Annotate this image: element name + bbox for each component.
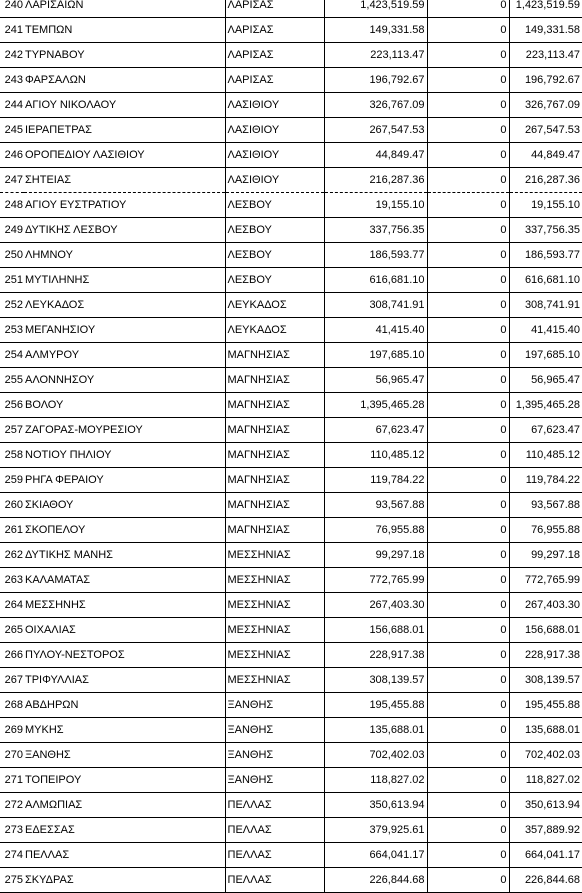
row-number-cell[interactable]: 273 (0, 818, 24, 843)
deduction-cell[interactable]: 0 (427, 193, 509, 218)
row-number-cell[interactable]: 240 (0, 0, 24, 18)
table-row (0, 343, 582, 368)
deduction-cell[interactable]: 0 (427, 168, 509, 193)
prefecture-cell[interactable]: ΛΕΥΚΑΔΟΣ (225, 318, 324, 343)
row-number-cell[interactable]: 247 (0, 168, 24, 193)
row-number-cell[interactable]: 256 (0, 393, 24, 418)
total-cell[interactable]: 702,402.03 (509, 743, 582, 768)
amount-cell[interactable]: 76,955.88 (324, 518, 427, 543)
municipality-cell[interactable]: ΤΕΜΠΩΝ (24, 18, 225, 43)
row-number-cell[interactable]: 243 (0, 68, 24, 93)
total-cell[interactable]: 76,955.88 (509, 518, 582, 543)
deduction-cell[interactable]: 0 (427, 343, 509, 368)
table-row (0, 118, 582, 143)
total-cell[interactable]: 99,297.18 (509, 543, 582, 568)
total-cell[interactable]: 56,965.47 (509, 368, 582, 393)
row-number-cell[interactable]: 271 (0, 768, 24, 793)
municipality-cell[interactable]: ΦΑΡΣΑΛΩΝ (24, 68, 225, 93)
amount-cell[interactable]: 196,792.67 (324, 68, 427, 93)
row-number-cell[interactable]: 255 (0, 368, 24, 393)
table-row (0, 318, 582, 343)
deduction-cell[interactable]: 0 (427, 718, 509, 743)
municipality-cell[interactable]: ΑΓΙΟΥ ΝΙΚΟΛΑΟΥ (24, 93, 225, 118)
table-row (0, 718, 582, 743)
row-number-cell[interactable]: 272 (0, 793, 24, 818)
amount-cell[interactable]: 267,547.53 (324, 118, 427, 143)
municipality-cell[interactable]: ΜΕΓΑΝΗΣΙΟΥ (24, 318, 225, 343)
deduction-cell[interactable]: 0 (427, 593, 509, 618)
prefecture-cell[interactable]: ΛΑΡΙΣΑΣ (225, 0, 324, 18)
deduction-cell[interactable]: 0 (427, 68, 509, 93)
row-number-cell[interactable]: 264 (0, 593, 24, 618)
row-number-cell[interactable]: 250 (0, 243, 24, 268)
table-row (0, 143, 582, 168)
table-row (0, 368, 582, 393)
amount-cell[interactable]: 228,917.38 (324, 643, 427, 668)
prefecture-cell[interactable]: ΞΑΝΘΗΣ (225, 743, 324, 768)
row-number-cell[interactable]: 275 (0, 868, 24, 893)
row-number-cell[interactable]: 265 (0, 618, 24, 643)
municipality-cell[interactable]: ΝΟΤΙΟΥ ΠΗΛΙΟΥ (24, 443, 225, 468)
municipality-cell[interactable]: ΛΑΡΙΣΑΙΩΝ (24, 0, 225, 18)
total-cell[interactable]: 308,139.57 (509, 668, 582, 693)
prefecture-cell[interactable]: ΠΕΛΛΑΣ (225, 793, 324, 818)
deduction-cell[interactable]: 0 (427, 118, 509, 143)
municipality-cell[interactable]: ΟΡΟΠΕΔΙΟΥ ΛΑΣΙΘΙΟΥ (24, 143, 225, 168)
row-number-cell[interactable]: 257 (0, 418, 24, 443)
amount-cell[interactable]: 195,455.88 (324, 693, 427, 718)
deduction-cell[interactable]: 0 (427, 0, 509, 18)
amount-cell[interactable]: 702,402.03 (324, 743, 427, 768)
table-row (0, 693, 582, 718)
table-row (0, 293, 582, 318)
total-cell[interactable]: 664,041.17 (509, 843, 582, 868)
table-row (0, 443, 582, 468)
table-row (0, 768, 582, 793)
prefecture-cell[interactable]: ΛΕΥΚΑΔΟΣ (225, 293, 324, 318)
prefecture-cell[interactable]: ΜΕΣΣΗΝΙΑΣ (225, 668, 324, 693)
municipality-cell[interactable]: ΠΕΛΛΑΣ (24, 843, 225, 868)
deduction-cell[interactable]: 0 (427, 268, 509, 293)
prefecture-cell[interactable]: ΜΑΓΝΗΣΙΑΣ (225, 393, 324, 418)
row-number-cell[interactable]: 266 (0, 643, 24, 668)
amount-cell[interactable]: 19,155.10 (324, 193, 427, 218)
total-cell[interactable]: 223,113.47 (509, 43, 582, 68)
total-cell[interactable]: 326,767.09 (509, 93, 582, 118)
total-cell[interactable]: 357,889.92 (509, 818, 582, 843)
table-row (0, 618, 582, 643)
amount-cell[interactable]: 186,593.77 (324, 243, 427, 268)
prefecture-cell[interactable]: ΛΑΡΙΣΑΣ (225, 43, 324, 68)
total-cell[interactable]: 149,331.58 (509, 18, 582, 43)
row-number-cell[interactable]: 267 (0, 668, 24, 693)
table-row (0, 393, 582, 418)
total-cell[interactable]: 1,395,465.28 (509, 393, 582, 418)
table-row (0, 0, 582, 18)
amount-cell[interactable]: 119,784.22 (324, 468, 427, 493)
deduction-cell[interactable]: 0 (427, 568, 509, 593)
table-row (0, 868, 582, 893)
deduction-cell[interactable]: 0 (427, 368, 509, 393)
municipality-cell[interactable]: ΜΕΣΣΗΝΗΣ (24, 593, 225, 618)
municipality-cell[interactable]: ΑΓΙΟΥ ΕΥΣΤΡΑΤΙΟΥ (24, 193, 225, 218)
table-row (0, 18, 582, 43)
amount-cell[interactable]: 350,613.94 (324, 793, 427, 818)
prefecture-cell[interactable]: ΜΑΓΝΗΣΙΑΣ (225, 443, 324, 468)
prefecture-cell[interactable]: ΠΕΛΛΑΣ (225, 868, 324, 893)
municipality-cell[interactable]: ΤΟΠΕΙΡΟΥ (24, 768, 225, 793)
total-cell[interactable]: 19,155.10 (509, 193, 582, 218)
table-row (0, 168, 582, 193)
deduction-cell[interactable]: 0 (427, 518, 509, 543)
deduction-cell[interactable]: 0 (427, 868, 509, 893)
prefecture-cell[interactable]: ΠΕΛΛΑΣ (225, 843, 324, 868)
row-number-cell[interactable]: 249 (0, 218, 24, 243)
table-row (0, 68, 582, 93)
prefecture-cell[interactable]: ΜΑΓΝΗΣΙΑΣ (225, 418, 324, 443)
table-row (0, 93, 582, 118)
deduction-cell[interactable]: 0 (427, 418, 509, 443)
total-cell[interactable]: 67,623.47 (509, 418, 582, 443)
municipality-cell[interactable]: ΒΟΛΟΥ (24, 393, 225, 418)
total-cell[interactable]: 186,593.77 (509, 243, 582, 268)
table-row (0, 543, 582, 568)
total-cell[interactable]: 1,423,519.59 (509, 0, 582, 18)
deduction-cell[interactable]: 0 (427, 693, 509, 718)
amount-cell[interactable]: 616,681.10 (324, 268, 427, 293)
municipality-cell[interactable]: ΤΥΡΝΑΒΟΥ (24, 43, 225, 68)
table-row (0, 518, 582, 543)
amount-cell[interactable]: 197,685.10 (324, 343, 427, 368)
table-row (0, 218, 582, 243)
municipality-cell[interactable]: ΚΑΛΑΜΑΤΑΣ (24, 568, 225, 593)
amount-cell[interactable]: 1,395,465.28 (324, 393, 427, 418)
amount-cell[interactable]: 99,297.18 (324, 543, 427, 568)
table-row (0, 43, 582, 68)
deduction-cell[interactable]: 0 (427, 243, 509, 268)
row-number-cell[interactable]: 253 (0, 318, 24, 343)
prefecture-cell[interactable]: ΛΕΣΒΟΥ (225, 218, 324, 243)
amount-cell[interactable]: 44,849.47 (324, 143, 427, 168)
amount-cell[interactable]: 308,139.57 (324, 668, 427, 693)
amount-cell[interactable]: 267,403.30 (324, 593, 427, 618)
deduction-cell[interactable]: 0 (427, 18, 509, 43)
prefecture-cell[interactable]: ΛΑΣΙΘΙΟΥ (225, 168, 324, 193)
municipality-cell[interactable]: ΑΛΟΝΝΗΣΟΥ (24, 368, 225, 393)
municipality-cell[interactable]: ΜΥΚΗΣ (24, 718, 225, 743)
total-cell[interactable]: 616,681.10 (509, 268, 582, 293)
amount-cell[interactable]: 41,415.40 (324, 318, 427, 343)
table-row (0, 793, 582, 818)
amount-cell[interactable]: 149,331.58 (324, 18, 427, 43)
total-cell[interactable]: 93,567.88 (509, 493, 582, 518)
municipality-cell[interactable]: ΣΚΟΠΕΛΟΥ (24, 518, 225, 543)
amount-cell[interactable]: 156,688.01 (324, 618, 427, 643)
municipality-cell[interactable]: ΑΛΜΩΠΙΑΣ (24, 793, 225, 818)
amount-cell[interactable]: 337,756.35 (324, 218, 427, 243)
total-cell[interactable]: 118,827.02 (509, 768, 582, 793)
deduction-cell[interactable]: 0 (427, 743, 509, 768)
row-number-cell[interactable]: 274 (0, 843, 24, 868)
amount-cell[interactable]: 216,287.36 (324, 168, 427, 193)
deduction-cell[interactable]: 0 (427, 668, 509, 693)
prefecture-cell[interactable]: ΜΕΣΣΗΝΙΑΣ (225, 618, 324, 643)
prefecture-cell[interactable]: ΛΕΣΒΟΥ (225, 268, 324, 293)
table-row (0, 643, 582, 668)
prefecture-cell[interactable]: ΞΑΝΘΗΣ (225, 693, 324, 718)
municipality-cell[interactable]: ΠΥΛΟΥ-ΝΕΣΤΟΡΟΣ (24, 643, 225, 668)
row-number-cell[interactable]: 258 (0, 443, 24, 468)
municipality-cell[interactable]: ΣΗΤΕΙΑΣ (24, 168, 225, 193)
table-row (0, 418, 582, 443)
total-cell[interactable]: 337,756.35 (509, 218, 582, 243)
municipality-cell[interactable]: ΜΥΤΙΛΗΝΗΣ (24, 268, 225, 293)
prefecture-cell[interactable]: ΛΑΡΙΣΑΣ (225, 68, 324, 93)
deduction-cell[interactable]: 0 (427, 768, 509, 793)
prefecture-cell[interactable]: ΜΕΣΣΗΝΙΑΣ (225, 543, 324, 568)
prefecture-cell[interactable]: ΛΑΡΙΣΑΣ (225, 18, 324, 43)
deduction-cell[interactable]: 0 (427, 443, 509, 468)
row-number-cell[interactable]: 248 (0, 193, 24, 218)
prefecture-cell[interactable]: ΜΕΣΣΗΝΙΑΣ (225, 568, 324, 593)
deduction-cell[interactable]: 0 (427, 218, 509, 243)
municipality-cell[interactable]: ΑΛΜΥΡΟΥ (24, 343, 225, 368)
table-row (0, 593, 582, 618)
prefecture-cell[interactable]: ΛΑΣΙΘΙΟΥ (225, 93, 324, 118)
prefecture-cell[interactable]: ΜΕΣΣΗΝΙΑΣ (225, 593, 324, 618)
prefecture-cell[interactable]: ΛΑΣΙΘΙΟΥ (225, 143, 324, 168)
amount-cell[interactable]: 664,041.17 (324, 843, 427, 868)
table-row (0, 243, 582, 268)
row-number-cell[interactable]: 242 (0, 43, 24, 68)
total-cell[interactable]: 196,792.67 (509, 68, 582, 93)
prefecture-cell[interactable]: ΛΑΣΙΘΙΟΥ (225, 118, 324, 143)
total-cell[interactable]: 267,403.30 (509, 593, 582, 618)
table-row (0, 743, 582, 768)
prefecture-cell[interactable]: ΜΑΓΝΗΣΙΑΣ (225, 368, 324, 393)
row-number-cell[interactable]: 268 (0, 693, 24, 718)
prefecture-cell[interactable]: ΜΑΓΝΗΣΙΑΣ (225, 493, 324, 518)
table-row (0, 268, 582, 293)
total-cell[interactable]: 119,784.22 (509, 468, 582, 493)
deduction-cell[interactable]: 0 (427, 793, 509, 818)
municipality-cell[interactable]: ΙΕΡΑΠΕΤΡΑΣ (24, 118, 225, 143)
prefecture-cell[interactable]: ΜΑΓΝΗΣΙΑΣ (225, 343, 324, 368)
amount-cell[interactable]: 67,623.47 (324, 418, 427, 443)
amount-cell[interactable]: 93,567.88 (324, 493, 427, 518)
row-number-cell[interactable]: 260 (0, 493, 24, 518)
row-number-cell[interactable]: 245 (0, 118, 24, 143)
municipality-cell[interactable]: ΣΚΙΑΘΟΥ (24, 493, 225, 518)
municipality-cell[interactable]: ΟΙΧΑΛΙΑΣ (24, 618, 225, 643)
row-number-cell[interactable]: 269 (0, 718, 24, 743)
total-cell[interactable]: 226,844.68 (509, 868, 582, 893)
table-row (0, 568, 582, 593)
municipality-cell[interactable]: ΛΕΥΚΑΔΟΣ (24, 293, 225, 318)
deduction-cell[interactable]: 0 (427, 843, 509, 868)
table-row (0, 468, 582, 493)
total-cell[interactable]: 267,547.53 (509, 118, 582, 143)
amount-cell[interactable]: 135,688.01 (324, 718, 427, 743)
deduction-cell[interactable]: 0 (427, 618, 509, 643)
total-cell[interactable]: 197,685.10 (509, 343, 582, 368)
amount-cell[interactable]: 308,741.91 (324, 293, 427, 318)
table-row (0, 843, 582, 868)
prefecture-cell[interactable]: ΞΑΝΘΗΣ (225, 718, 324, 743)
municipality-cell[interactable]: ΣΚΥΔΡΑΣ (24, 868, 225, 893)
municipality-cell[interactable]: ΤΡΙΦΥΛΛΙΑΣ (24, 668, 225, 693)
municipality-cell[interactable]: ΛΗΜΝΟΥ (24, 243, 225, 268)
amount-cell[interactable]: 56,965.47 (324, 368, 427, 393)
deduction-cell[interactable]: 0 (427, 143, 509, 168)
total-cell[interactable]: 135,688.01 (509, 718, 582, 743)
amount-cell[interactable]: 1,423,519.59 (324, 0, 427, 18)
total-cell[interactable]: 216,287.36 (509, 168, 582, 193)
municipality-cell[interactable]: ΞΑΝΘΗΣ (24, 743, 225, 768)
total-cell[interactable]: 156,688.01 (509, 618, 582, 643)
prefecture-cell[interactable]: ΠΕΛΛΑΣ (225, 818, 324, 843)
deduction-cell[interactable]: 0 (427, 393, 509, 418)
deduction-cell[interactable]: 0 (427, 293, 509, 318)
prefecture-cell[interactable]: ΛΕΣΒΟΥ (225, 193, 324, 218)
total-cell[interactable]: 772,765.99 (509, 568, 582, 593)
row-number-cell[interactable]: 244 (0, 93, 24, 118)
deduction-cell[interactable]: 0 (427, 493, 509, 518)
row-number-cell[interactable]: 251 (0, 268, 24, 293)
total-cell[interactable]: 41,415.40 (509, 318, 582, 343)
deduction-cell[interactable]: 0 (427, 543, 509, 568)
table-row (0, 193, 582, 218)
row-number-cell[interactable]: 254 (0, 343, 24, 368)
amount-cell[interactable]: 110,485.12 (324, 443, 427, 468)
prefecture-cell[interactable]: ΛΕΣΒΟΥ (225, 243, 324, 268)
total-cell[interactable]: 195,455.88 (509, 693, 582, 718)
amount-cell[interactable]: 118,827.02 (324, 768, 427, 793)
prefecture-cell[interactable]: ΜΑΓΝΗΣΙΑΣ (225, 518, 324, 543)
municipality-cell[interactable]: ΖΑΓΟΡΑΣ-ΜΟΥΡΕΣΙΟΥ (24, 418, 225, 443)
total-cell[interactable]: 110,485.12 (509, 443, 582, 468)
row-number-cell[interactable]: 259 (0, 468, 24, 493)
deduction-cell[interactable]: 0 (427, 643, 509, 668)
municipality-cell[interactable]: ΔΥΤΙΚΗΣ ΜΑΝΗΣ (24, 543, 225, 568)
total-cell[interactable]: 350,613.94 (509, 793, 582, 818)
table-row (0, 818, 582, 843)
total-cell[interactable]: 44,849.47 (509, 143, 582, 168)
amount-cell[interactable]: 772,765.99 (324, 568, 427, 593)
row-number-cell[interactable]: 246 (0, 143, 24, 168)
row-number-cell[interactable]: 252 (0, 293, 24, 318)
prefecture-cell[interactable]: ΜΕΣΣΗΝΙΑΣ (225, 643, 324, 668)
amount-cell[interactable]: 379,925.61 (324, 818, 427, 843)
deduction-cell[interactable]: 0 (427, 818, 509, 843)
municipality-cell[interactable]: ΡΗΓΑ ΦΕΡΑΙΟΥ (24, 468, 225, 493)
municipality-cell[interactable]: ΑΒΔΗΡΩΝ (24, 693, 225, 718)
deduction-cell[interactable]: 0 (427, 43, 509, 68)
table-row (0, 493, 582, 518)
municipality-cell[interactable]: ΕΔΕΣΣΑΣ (24, 818, 225, 843)
row-number-cell[interactable]: 263 (0, 568, 24, 593)
prefecture-cell[interactable]: ΞΑΝΘΗΣ (225, 768, 324, 793)
row-number-cell[interactable]: 270 (0, 743, 24, 768)
amount-cell[interactable]: 223,113.47 (324, 43, 427, 68)
total-cell[interactable]: 308,741.91 (509, 293, 582, 318)
prefecture-cell[interactable]: ΜΑΓΝΗΣΙΑΣ (225, 468, 324, 493)
table-row (0, 668, 582, 693)
amount-cell[interactable]: 326,767.09 (324, 93, 427, 118)
row-number-cell[interactable]: 262 (0, 543, 24, 568)
total-cell[interactable]: 228,917.38 (509, 643, 582, 668)
row-number-cell[interactable]: 261 (0, 518, 24, 543)
deduction-cell[interactable]: 0 (427, 318, 509, 343)
municipality-cell[interactable]: ΔΥΤΙΚΗΣ ΛΕΣΒΟΥ (24, 218, 225, 243)
deduction-cell[interactable]: 0 (427, 93, 509, 118)
deduction-cell[interactable]: 0 (427, 468, 509, 493)
amount-cell[interactable]: 226,844.68 (324, 868, 427, 893)
row-number-cell[interactable]: 241 (0, 18, 24, 43)
